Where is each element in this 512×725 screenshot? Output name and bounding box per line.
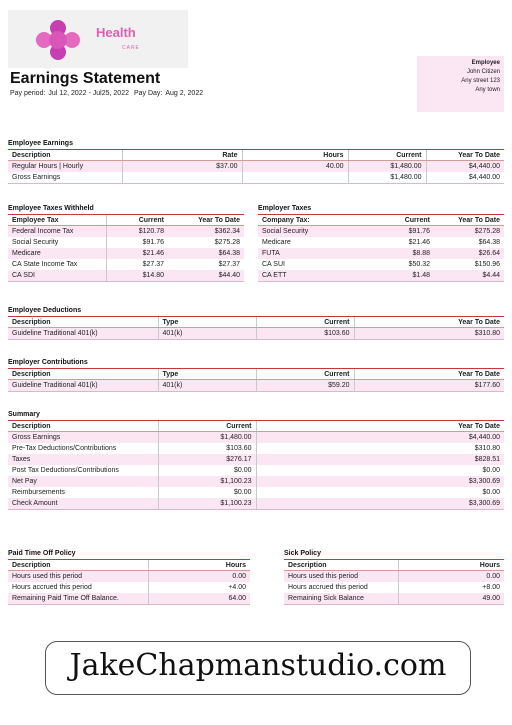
table-header-row [284,560,504,571]
table-cell: $26.64 [434,248,504,259]
page-title: Earnings Statement [10,70,161,87]
pto-policy-section [8,550,250,605]
column-header: Description [8,369,158,380]
employer-taxes-table [258,214,504,282]
table-cell: $1,480.00 [348,172,426,184]
table-cell: Hours used this period [8,571,148,583]
table-cell: $50.32 [408,261,430,268]
table-row [8,454,504,465]
section-title: Employee Earnings [8,140,73,147]
employee-street: Any street 123 [461,78,500,84]
section-title: Employer Taxes [258,205,312,212]
table-row [8,270,244,282]
table-cell: Remaining Paid Time Off Balance. [8,593,148,605]
column-header: Description [8,150,122,161]
table-row [8,380,504,392]
table-cell: $14.80 [106,270,168,282]
table-cell: $1,480.00 [158,432,256,444]
table-cell: FUTA [258,248,354,259]
table-cell: 401(k) [158,380,256,392]
table-cell: CA State Income Tax [12,261,78,268]
table-cell: $276.17 [158,454,256,465]
table-cell: Taxes [8,454,158,465]
section-title: Employer Contributions [8,359,88,366]
column-header: Current [256,369,354,380]
table-cell: 40.00 [242,161,348,173]
table-cell: Medicare [8,248,106,259]
table-row [258,237,504,248]
table-header-row [8,317,504,328]
table-cell: $362.34 [168,226,244,238]
table-cell: $1,100.23 [158,498,256,510]
column-header: Year To Date [168,215,244,226]
section-title: Employee Deductions [8,307,82,314]
column-header: Current [256,317,354,328]
pay-day-label: Pay Day: [133,90,163,97]
table-row [8,593,250,605]
summary-table [8,420,504,510]
table-cell: $91.76 [354,226,434,238]
table-cell: $310.80 [354,328,504,340]
summary-section [8,411,504,510]
table-cell: $275.28 [214,239,240,246]
earnings-table [8,149,504,184]
table-row [258,226,504,238]
section-title: Employee Taxes Withheld [8,205,94,212]
table-cell: $275.28 [434,226,504,238]
employee-taxes-table [8,214,244,282]
table-row [284,582,504,593]
column-header: Description [284,560,398,571]
table-cell: Remaining Sick Balance [284,593,398,605]
employee-taxes-section [8,205,244,282]
column-header: Company Tax: [258,215,354,226]
table-row [8,582,250,593]
table-cell: $0.00 [158,465,256,476]
column-header: Hours [398,560,504,571]
table-cell: Medicare [262,239,291,246]
table-cell: 401(k) [158,328,256,340]
table-cell: $103.60 [158,443,256,454]
employee-deductions-section [8,307,504,340]
column-header: Description [8,560,148,571]
company-logo [8,10,188,68]
table-cell: $44.40 [168,270,244,282]
column-header: Type [158,369,256,380]
table-row [8,248,244,259]
table-cell: $0.00 [256,487,504,498]
table-cell: Guideline Traditional 401(k) [8,380,158,392]
table-cell: $4,440.00 [426,172,504,184]
column-header: Hours [242,150,348,161]
table-cell: $64.38 [478,239,500,246]
table-cell: Hours accrued this period [288,584,368,591]
table-cell: +4.00 [148,582,250,593]
employer-taxes-section [258,205,504,282]
employee-town: Any town [475,87,500,93]
table-cell: $4.44 [434,270,504,282]
table-cell: Reimbursements [12,489,65,496]
table-cell: $310.80 [256,443,504,454]
section-title: Sick Policy [284,550,321,557]
contributions-table [8,368,504,392]
table-cell: Regular Hours | Hourly [8,161,122,173]
table-row [8,161,504,173]
table-cell: CA SUI [262,261,285,268]
table-cell: $150.96 [474,261,500,268]
table-header-row [8,150,504,161]
column-header: Year To Date [256,421,504,432]
logo-brand-text: Health [96,25,136,40]
table-cell: Social Security [12,239,59,246]
column-header: Current [348,150,426,161]
table-header-row [258,215,504,226]
column-header: Description [8,317,158,328]
health-care-logo-icon [28,16,88,64]
logo-sub-text: CARE [122,45,140,51]
table-cell: $0.00 [158,487,256,498]
table-cell: 0.00 [398,571,504,583]
column-header: Current [106,215,168,226]
table-row [8,172,504,184]
table-cell: $3,300.69 [256,476,504,487]
table-cell: $91.76 [106,237,168,248]
sick-table [284,559,504,605]
table-cell: Hours used this period [284,571,398,583]
column-header: Type [158,317,256,328]
table-cell: 49.00 [398,593,504,605]
section-title: Summary [8,411,40,418]
table-row [8,571,250,583]
table-row [8,465,504,476]
table-row [8,487,504,498]
employer-contributions-section [8,359,504,392]
table-row [258,270,504,282]
table-cell: $103.60 [256,328,354,340]
table-row [284,593,504,605]
column-header: Description [8,421,158,432]
column-header: Rate [122,150,242,161]
table-cell: $59.20 [256,380,354,392]
column-header: Hours [148,560,250,571]
column-header: Year To Date [434,215,504,226]
employee-heading: Employee [471,60,500,66]
pay-info [10,90,206,97]
table-cell: $0.00 [256,465,504,476]
table-row [8,443,504,454]
table-row [8,498,504,510]
table-row [258,259,504,270]
table-cell: CA SDI [8,270,106,282]
table-cell [242,172,348,184]
employee-info-box [417,56,504,112]
pay-day-value: Aug 2, 2022 [165,90,204,97]
table-cell: $8.88 [354,248,434,259]
table-cell: $4,440.00 [256,432,504,444]
table-cell: $21.46 [106,248,168,259]
table-cell: Social Security [258,226,354,238]
table-cell: $21.46 [408,239,430,246]
watermark-text: JakeChapmanstudio.com [69,648,447,683]
table-row [8,432,504,444]
table-cell: Net Pay [8,476,158,487]
table-cell: $27.37 [218,261,240,268]
table-cell: $3,300.69 [256,498,504,510]
table-cell: $64.38 [168,248,244,259]
column-header: Current [354,215,434,226]
table-cell: $1,480.00 [348,161,426,173]
column-header: Employee Tax [8,215,106,226]
table-header-row [8,369,504,380]
table-row [258,248,504,259]
employee-earnings-section [8,140,504,184]
table-row [284,571,504,583]
table-row [8,476,504,487]
deductions-table [8,316,504,340]
table-cell: Federal Income Tax [8,226,106,238]
table-header-row [8,560,250,571]
pto-table [8,559,250,605]
table-header-row [8,215,244,226]
table-cell: +8.00 [398,582,504,593]
table-cell: $177.60 [354,380,504,392]
section-title: Paid Time Off Policy [8,550,76,557]
column-header: Current [158,421,256,432]
table-cell: Pre-Tax Deductions/Contributions [12,445,117,452]
table-cell: 64.00 [148,593,250,605]
table-cell: $4,440.00 [426,161,504,173]
table-cell: Gross Earnings [8,172,122,184]
column-header: Year To Date [354,317,504,328]
table-cell: Gross Earnings [8,432,158,444]
column-header: Year To Date [354,369,504,380]
table-row [8,328,504,340]
table-cell: $1.48 [354,270,434,282]
watermark-banner [45,641,471,695]
table-cell: $120.78 [106,226,168,238]
table-cell: $37.00 [122,161,242,173]
table-cell: $1,100.23 [158,476,256,487]
table-cell: $828.51 [256,454,504,465]
table-row [8,237,244,248]
column-header: Year To Date [426,150,504,161]
table-header-row [8,421,504,432]
table-cell: CA ETT [258,270,354,282]
table-row [8,226,244,238]
table-cell: Post Tax Deductions/Contributions [12,467,119,474]
table-cell: Hours accrued this period [12,584,92,591]
table-cell: 0.00 [148,571,250,583]
table-cell: $27.37 [106,259,168,270]
table-cell [122,172,242,184]
table-cell: Guideline Traditional 401(k) [8,328,158,340]
sick-policy-section [284,550,504,605]
pay-period-label: Pay period: [10,90,46,97]
table-row [8,259,244,270]
table-cell: Check Amount [8,498,158,510]
employee-name: John Citizen [466,69,500,75]
pay-period-value: Jul 12, 2022 - Jul25, 2022 [48,90,129,97]
